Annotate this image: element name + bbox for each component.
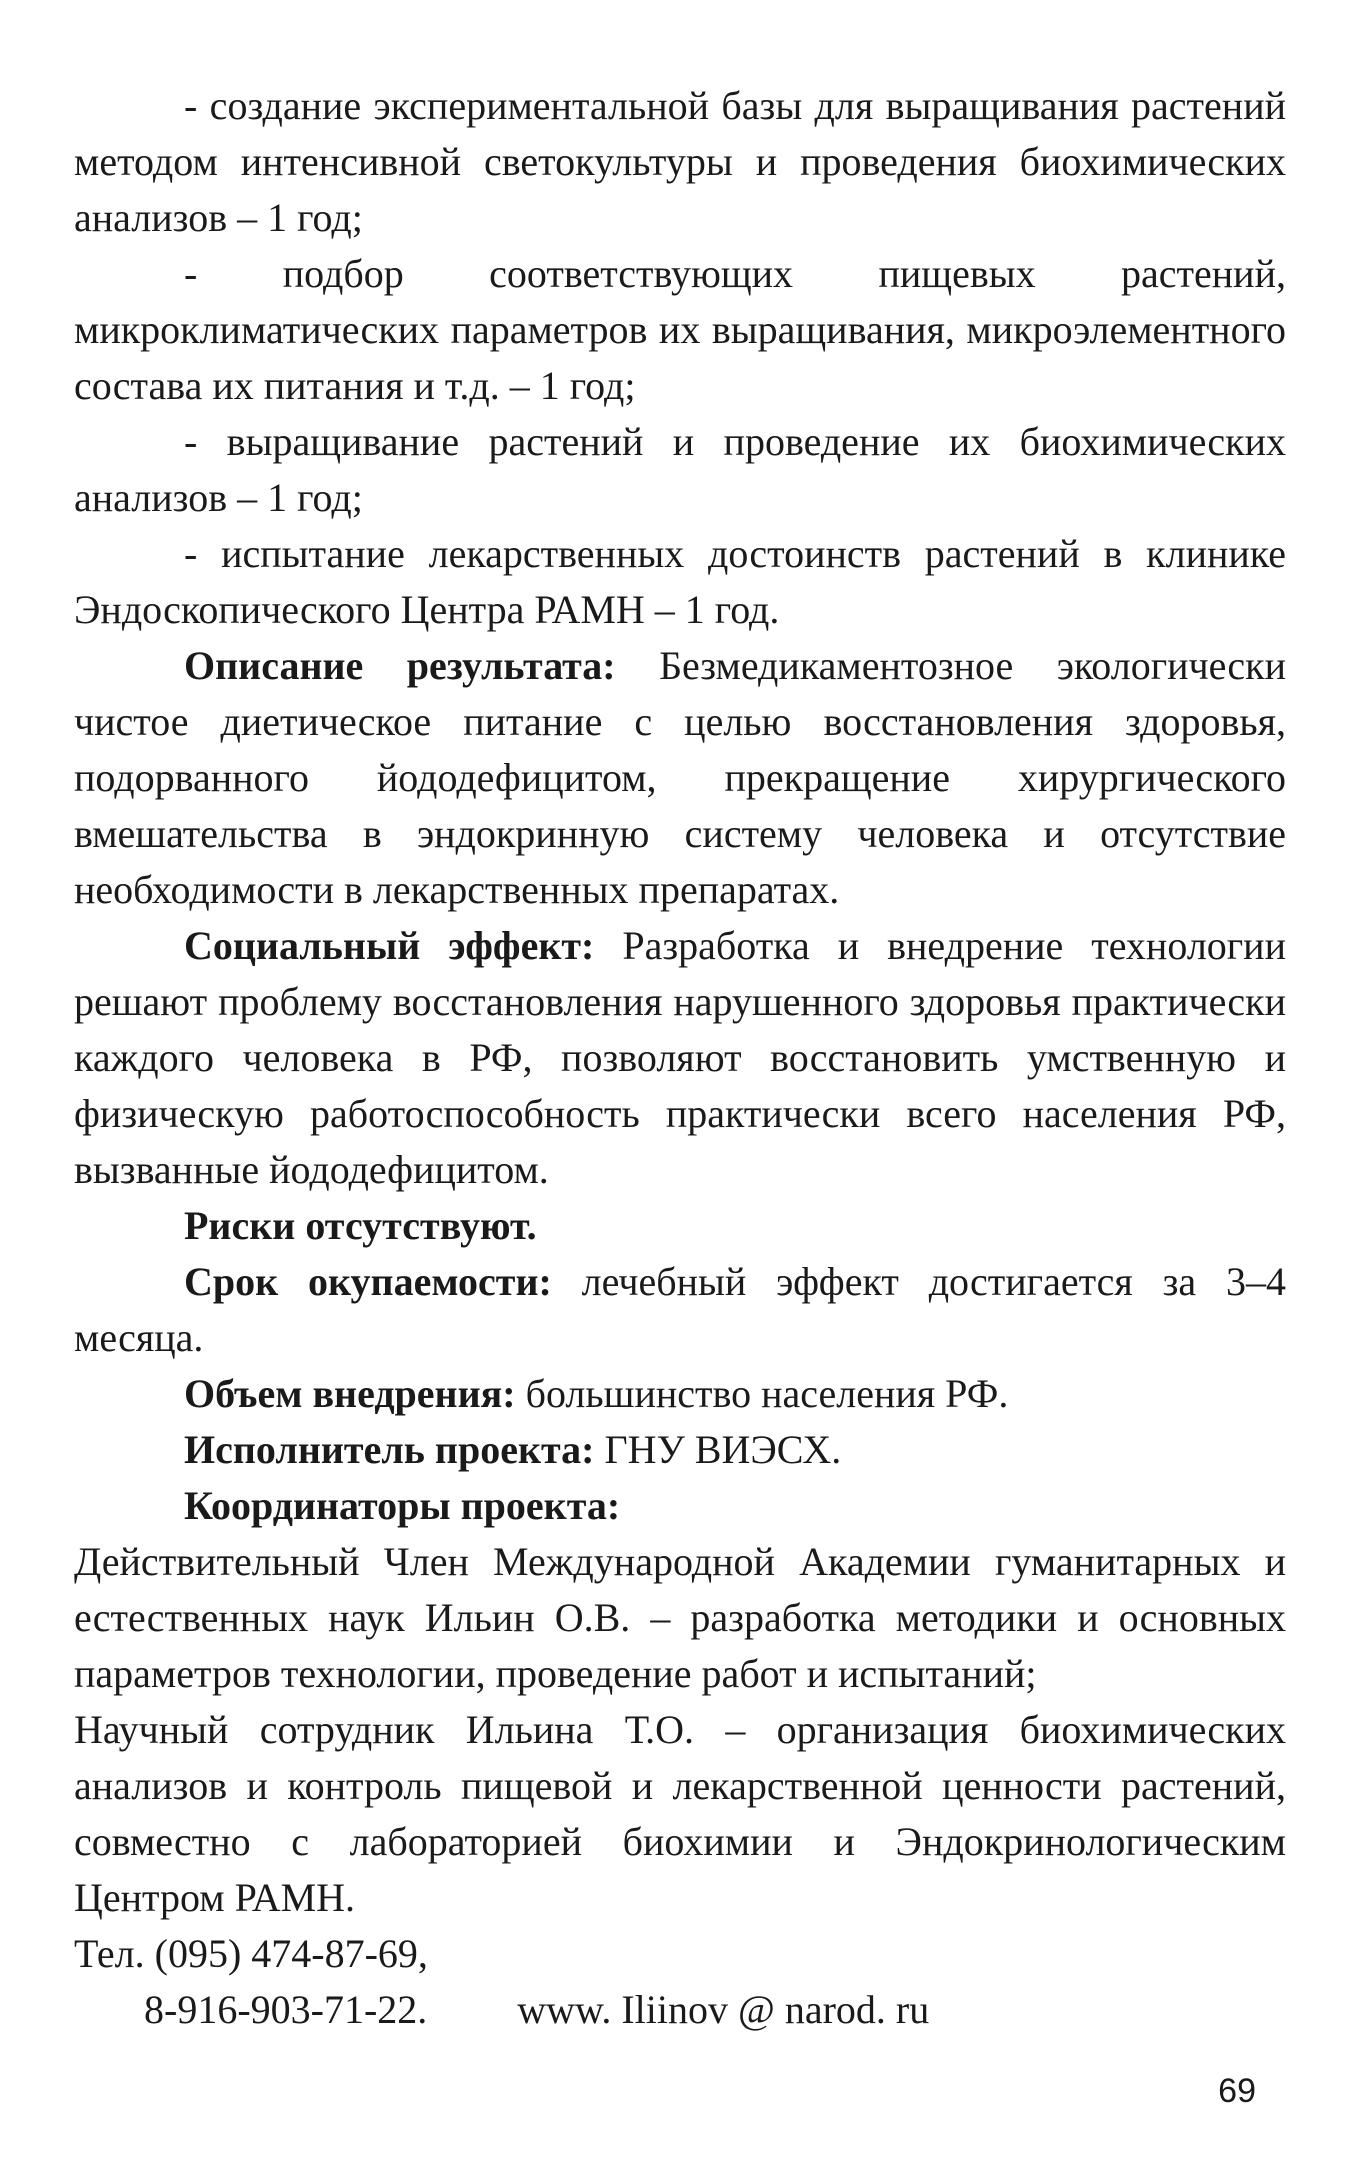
- scope-text: большинство населения РФ.: [515, 1371, 1009, 1416]
- coordinator-item: Действительный Член Международной Академии гуманитарных и естественных наук Ильин О.В. – разработка методики и основных параметров технологии, проведение работ и испытаний;: [74, 1539, 1286, 1696]
- list-item: - подбор соответствующих пищевых растений, микроклиматических параметров их выращивания, микроэлементного состава их питания и т.д. – 1 год;: [74, 251, 1286, 408]
- document-page: [74, 78, 1286, 2038]
- executor-text: ГНУ ВИЭСХ.: [594, 1427, 842, 1472]
- risks-paragraph: [74, 1198, 1286, 1254]
- phone-1: Тел. (095) 474-87-69,: [74, 1931, 428, 1976]
- scope-heading: Объем внедрения:: [184, 1371, 516, 1416]
- result-heading: Описание результата:: [184, 643, 616, 688]
- phone-2: 8-916-903-71-22.: [144, 1987, 428, 2032]
- contacts-line-2: [74, 1982, 1286, 2038]
- executor-heading: Исполнитель проекта:: [184, 1427, 595, 1472]
- coordinators-heading: Координаторы проекта:: [184, 1483, 621, 1528]
- payback-text: лечебный эффект достигается за 3–4 месяца.: [74, 1259, 1286, 1360]
- payback-paragraph: [74, 1254, 1286, 1366]
- list-item: - испытание лекарственных достоинств растений в клинике Эндоскопического Центра РАМН – 1 год.: [74, 531, 1286, 632]
- coordinator-item: Научный сотрудник Ильина Т.О. – организация биохимических анализов и контроль пищевой и лекарственной ценности растений, совместно с лабораторией биохимии и Эндокринологическим Центром РАМН.: [74, 1707, 1286, 1920]
- social-heading: Социальный эффект:: [184, 923, 595, 968]
- social-text: Разработка и внедрение технологии решают проблему восстановления нарушенного здоровья практически каждого человека в РФ, позволяют восстановить умственную и физическую работоспособность практически всего населения РФ, вызванные йододефицитом.: [74, 923, 1286, 1192]
- result-text: Безмедикаментозное экологически чистое диетическое питание с целью восстановления здоровья, подорванного йододефицитом, прекращение хирургического вмешательства в эндокринную систему человека и отсутствие необходимости в лекарственных препаратах.: [74, 643, 1286, 912]
- contacts-block: [74, 1926, 1286, 2038]
- list-item: - выращивание растений и проведение их биохимических анализов – 1 год;: [74, 419, 1286, 520]
- payback-heading: Срок окупаемости:: [184, 1259, 552, 1304]
- social-paragraph: [74, 918, 1286, 1198]
- executor-paragraph: [74, 1422, 1286, 1478]
- list-item: - создание экспериментальной базы для выращивания растений методом интенсивной светокультуры и проведения биохимических анализов – 1 год;: [74, 83, 1286, 240]
- result-paragraph: [74, 638, 1286, 918]
- coordinators-heading-paragraph: [74, 1478, 1286, 1534]
- scope-paragraph: [74, 1366, 1286, 1422]
- page-number: 69: [1218, 2072, 1256, 2110]
- risks-heading: Риски отсутствуют.: [184, 1203, 537, 1248]
- website: www. Iliinov @ narod. ru: [517, 1987, 930, 2032]
